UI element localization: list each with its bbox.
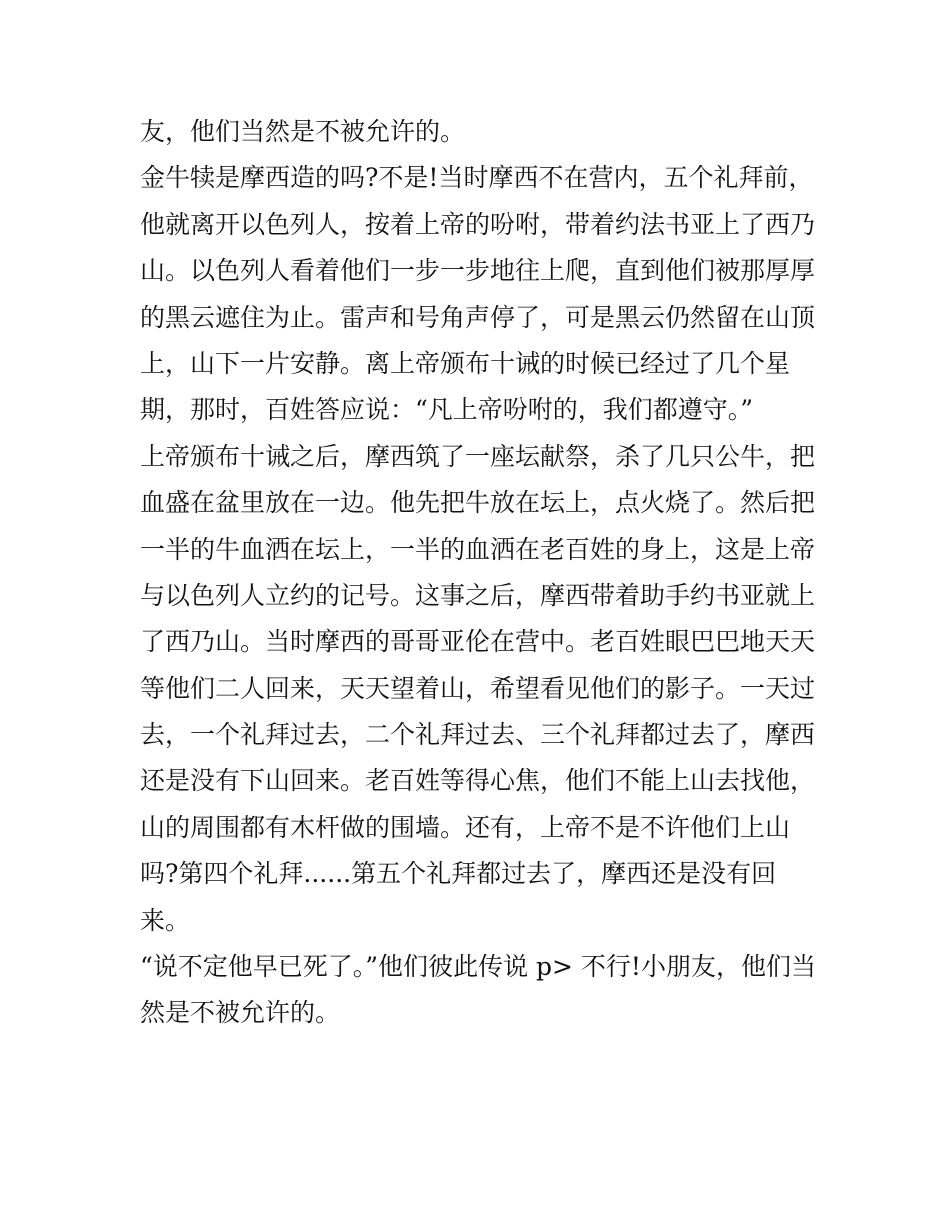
text-line: 期，那时，百姓答应说：“凡上帝吩咐的，我们都遵守。” (140, 395, 754, 425)
text-line: 吗?第四个礼拜......第五个礼拜都过去了，摩西还是没有回 (140, 859, 777, 889)
text-line: 上帝颁布十诫之后，摩西筑了一座坛献祭，杀了几只公牛，把 (140, 441, 816, 471)
text-line: 一半的牛血洒在坛上，一半的血洒在老百姓的身上，这是上帝 (140, 534, 816, 564)
text-line: 还是没有下山回来。老百姓等得心焦，他们不能上山去找他， (140, 766, 816, 796)
text-line: 然是不被允许的。 (140, 998, 341, 1028)
text-line: 山的周围都有木杆做的围墙。还有，上帝不是不许他们上山 (140, 812, 791, 842)
body-text (140, 109, 820, 1037)
text-line: 他就离开以色列人，按着上帝的吩咐，带着约法书亚上了西乃 (140, 209, 816, 239)
text-line: “说不定他早已死了。”他们彼此传说 p> 不行!小朋友，他们当 (140, 952, 816, 982)
text-line: 血盛在盆里放在一边。他先把牛放在坛上，点火烧了。然后把 (140, 488, 816, 518)
text-line: 山。以色列人看着他们一步一步地往上爬，直到他们被那厚厚 (140, 256, 816, 286)
text-line: 等他们二人回来，天天望着山，希望看见他们的影子。一天过 (140, 673, 816, 703)
text-line: 了西乃山。当时摩西的哥哥亚伦在营中。老百姓眼巴巴地天天 (140, 627, 816, 657)
text-line: 去，一个礼拜过去，二个礼拜过去、三个礼拜都过去了，摩西 (140, 720, 816, 750)
text-line: 上，山下一片安静。离上帝颁布十诫的时候已经过了几个星 (140, 348, 791, 378)
text-line: 的黑云遮住为止。雷声和号角声停了，可是黑云仍然留在山顶 (140, 302, 816, 332)
text-line: 金牛犊是摩西造的吗?不是!当时摩西不在营内，五个礼拜前， (140, 163, 814, 193)
text-line: 来。 (140, 905, 191, 935)
text-line: 友，他们当然是不被允许的。 (140, 117, 466, 146)
text-line: 与以色列人立约的记号。这事之后，摩西带着助手约书亚就上 (140, 580, 816, 610)
